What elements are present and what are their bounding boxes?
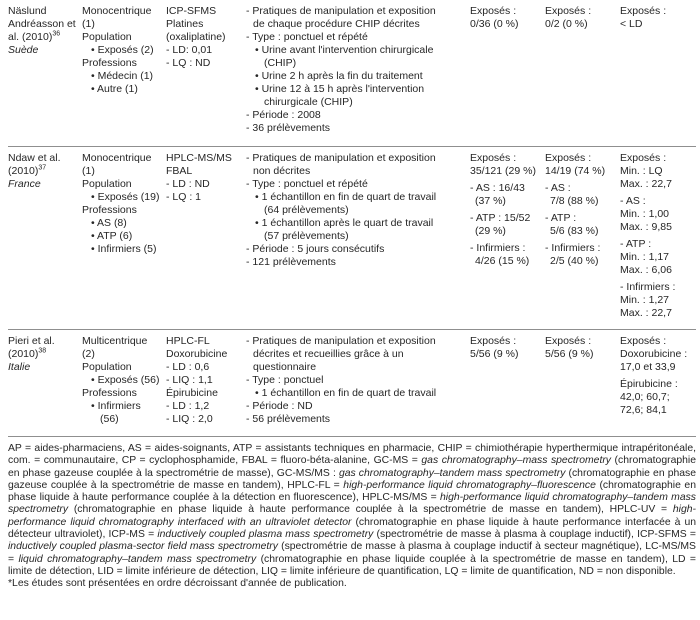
exposed-workers-cell [545,335,620,427]
cell-line: - 56 prélèvements [246,413,331,425]
cell-line: Professions [82,57,137,69]
cell-line: - AS : 16/43 [470,182,525,194]
study-citation [8,335,76,361]
cell-line: Multicentrique (2) [82,335,148,360]
footnote-text: (chromatographie en phase liquide à haute performance couplée à la détection en fluorescence), HPLC-MS/MS = [8,479,696,504]
table-row [8,0,696,147]
cell-line: 17,0 et 33,9 [620,361,676,373]
cell-line: de chaque procédure CHIP décrites [253,18,420,30]
reference-superscript: 36 [52,30,61,38]
cell-line: • Médecin (1) [91,70,154,82]
cell-line: • Urine 12 à 15 h après l'intervention [255,83,425,95]
practices-cell [246,152,470,320]
footnote-text: (chromatographie en phase gazeuse couplée à la spectrométrie de masse), GC-MS/MS : [8,455,696,479]
cell-line: - LD : 0,6 [166,361,210,373]
cell-line: ICP-SFMS [166,5,217,17]
cell-line: (29 %) [475,225,506,237]
footnote-text: (chromatographie en phase liquide à haute performance interfacée à un détecteur ultraviolet), ICP-MS = [8,516,696,541]
cell-line: • AS (8) [91,217,127,229]
cell-line: Exposés : [620,335,667,347]
cell-line: • Exposés (19) [91,191,160,203]
practices-cell [246,5,470,137]
footnote-text: (spectrométrie de masse à plasma à couplage inductif à secteur magnétique), LC-MS/MS = [8,541,696,565]
table-row [8,147,696,330]
cell-line: Exposés : [545,5,592,17]
cell-line: HPLC-FL [166,335,210,347]
cell-line: - Période : 5 jours consécutifs [246,243,385,255]
cell-line: - Période : 2008 [246,109,321,121]
exposed-count-cell [470,335,545,427]
design-cell [82,5,166,137]
cell-line: 72,6; 84,1 [620,404,667,416]
cell-line: Max. : 22,7 [620,178,672,190]
cell-line: FBAL [166,165,193,177]
cell-line: Doxorubicine [166,348,228,360]
method-cell [166,5,246,137]
method-cell [166,335,246,427]
exposed-workers-cell [545,152,620,320]
cell-line: - 121 prélèvements [246,256,336,268]
cell-line: HPLC-MS/MS [166,152,232,164]
cell-line: 2/5 (40 %) [550,255,599,267]
cell-line: - Période : ND [246,400,313,412]
cell-line: - Type : ponctuel et répété [246,31,368,43]
study-cell [8,5,82,137]
cell-line: Min. : 1,00 [620,208,670,220]
cell-line: Professions [82,387,137,399]
abbreviations-note [8,443,696,578]
study-authors: Ndaw et al. (2010) [8,152,61,177]
footnote-text: AP = aides-pharmaciens, AS = aides-soignants, ATP = assistants techniques en pharmacie, CHIP = chimiothérapie hyperthermique intrapéritonéale, com. = communautaire, CP = cyclophosphamide, FBAL = fluoro-béta-alanine, GC-MS = [8,443,696,467]
english-term-italic: high-performance liquid chromatography interfaced with an ultraviolet detector [8,504,696,528]
footnote-text: (chromatographie en phase liquide à haute performance couplée à la spectrométrie de masse en tandem), HPLC-UV = [68,504,673,516]
cell-line: 0/36 (0 %) [470,18,519,30]
cell-line: - LIQ : 2,0 [166,413,213,425]
practices-cell [246,335,470,427]
exposed-levels-cell [620,152,696,320]
english-term-italic: gas chromatography–mass spectrometry [421,455,611,467]
cell-line: - ATP : 15/52 [470,212,531,224]
cell-line: - LD : 1,2 [166,400,210,412]
cell-line: - AS : [620,195,646,207]
cell-line: Épirubicine : [620,378,678,390]
cell-line: Exposés : [545,152,592,164]
footnote-text: (spectrométrie de masse à plasma à couplage inductif), ICP-SFMS = [373,529,696,541]
cell-line: 5/6 (83 %) [550,225,599,237]
exposed-workers-cell [545,5,620,137]
cell-line: - Type : ponctuel et répété [246,178,368,190]
cell-line: (57 prélèvements) [264,230,349,242]
cell-line: Min. : 1,27 [620,294,670,306]
english-term-italic: inductively coupled plasma-sector field mass spectrometry [8,541,278,553]
cell-line: Professions [82,204,137,216]
cell-line: questionnaire [253,361,317,373]
cell-line: 35/121 (29 %) [470,165,536,177]
study-citation [8,5,76,44]
cell-line: Épirubicine [166,387,218,399]
cell-line: Doxorubicine : [620,348,688,360]
english-term-italic: high-performance liquid chromatography–fluorescence [343,479,596,491]
table-row [8,330,696,437]
study-country: Suède [8,44,39,56]
cell-line: Population [82,361,132,373]
cell-line: - Type : ponctuel [246,374,324,386]
cell-line: (37 %) [475,195,506,207]
cell-line: Exposés : [620,152,667,164]
cell-line: (64 prélèvements) [264,204,349,216]
exposed-count-cell [470,5,545,137]
cell-line: Platines [166,18,204,30]
english-term-italic: high-performance liquid chromatography–tandem mass spectrometry [8,492,696,516]
study-country: France [8,178,41,190]
cell-line: • ATP (6) [91,230,133,242]
study-cell [8,152,82,320]
cell-line: - Infirmiers : [545,242,601,254]
design-cell [82,152,166,320]
cell-line: 14/19 (74 %) [545,165,606,177]
english-term-italic: liquid chromatography–tandem mass spectrometry [18,553,257,565]
cell-line: • 1 échantillon en fin de quart de travail [255,191,437,203]
cell-line: • Exposés (56) [91,374,160,386]
cell-line: • Urine avant l'intervention chirurgicale [255,44,434,56]
cell-line: Exposés : [470,152,517,164]
cell-line: Min. : LQ [620,165,663,177]
cell-line: 42,0; 60,7; [620,391,670,403]
study-table [8,0,696,437]
reference-superscript: 38 [38,347,47,355]
cell-line: (CHIP) [264,57,297,69]
cell-line: Exposés : [470,335,517,347]
cell-line: 0/2 (0 %) [545,18,588,30]
study-cell [8,335,82,427]
cell-line: 7/8 (88 %) [550,195,599,207]
cell-line: Max. : 6,06 [620,264,672,276]
cell-line: - AS : [545,182,571,194]
cell-line: Max. : 9,85 [620,221,672,233]
exposed-count-cell [470,152,545,320]
cell-line: (oxaliplatine) [166,31,226,43]
cell-line: Monocentrique (1) [82,152,152,177]
cell-line: - ATP : [620,238,652,250]
cell-line: - Infirmiers : [620,281,676,293]
cell-line: 4/26 (15 %) [475,255,530,267]
cell-line: Population [82,31,132,43]
cell-line: - 36 prélèvements [246,122,331,134]
cell-line: chirurgicale (CHIP) [264,96,353,108]
reference-superscript: 37 [38,164,47,172]
cell-line: - Pratiques de manipulation et exposition [246,152,436,164]
cell-line: 5/56 (9 %) [545,348,594,360]
cell-line: Population [82,178,132,190]
cell-line: < LD [620,18,643,30]
cell-line: Exposés : [545,335,592,347]
cell-line: Min. : 1,17 [620,251,670,263]
cell-line: non décrites [253,165,311,177]
footnotes-section [8,443,696,591]
footnote-text: (chromatographie en phase liquide couplée à la spectrométrie de masse en tandem), LD = limite de détection, LID = limite inférieure de détection, LIQ = limite inférieure de quantification, LQ = limite de quantification, ND = non disponible. [8,553,696,577]
study-country: Italie [8,361,31,373]
cell-line: • 1 échantillon en fin de quart de travail [255,387,437,399]
study-order-note: *Les études sont présentées en ordre décroissant d'année de publication. [8,578,347,590]
method-cell [166,152,246,320]
cell-line: - LIQ : 1,1 [166,374,213,386]
exposed-levels-cell [620,5,696,137]
english-term-italic: inductively coupled plasma mass spectrometry [157,529,374,541]
cell-line: • Exposés (2) [91,44,154,56]
english-term-italic: gas chromatography–tandem mass spectrometry [338,467,566,479]
cell-line: - Infirmiers : [470,242,526,254]
cell-line: - LQ : 1 [166,191,202,203]
study-authors: Pieri et al. (2010) [8,335,55,360]
cell-line: • 1 échantillon après le quart de travail [255,217,434,229]
cell-line: • Infirmiers (5) [91,243,157,255]
study-authors: Näslund Andréasson et al. (2010) [8,5,76,43]
design-cell [82,335,166,427]
cell-line: Max. : 22,7 [620,307,672,319]
cell-line: • Urine 2 h après la fin du traitement [255,70,423,82]
cell-line: - Pratiques de manipulation et exposition [246,335,436,347]
cell-line: 5/56 (9 %) [470,348,519,360]
cell-line: - Pratiques de manipulation et exposition [246,5,436,17]
exposed-levels-cell [620,335,696,427]
cell-line: - LD : ND [166,178,210,190]
cell-line: Exposés : [620,5,667,17]
cell-line: - LD: 0,01 [166,44,213,56]
footnote-text: (chromatographie en phase gazeuse couplée à la spectrométrie de masse en tandem), HPLC-FL = [8,467,697,491]
cell-line: décrites et recueillies grâce à un [253,348,404,360]
cell-line: • Infirmiers (56) [91,400,141,425]
cell-line: • Autre (1) [91,83,138,95]
cell-line: - ATP : [545,212,577,224]
cell-line: - LQ : ND [166,57,211,69]
cell-line: Monocentrique (1) [82,5,152,30]
study-citation [8,152,76,178]
cell-line: Exposés : [470,5,517,17]
